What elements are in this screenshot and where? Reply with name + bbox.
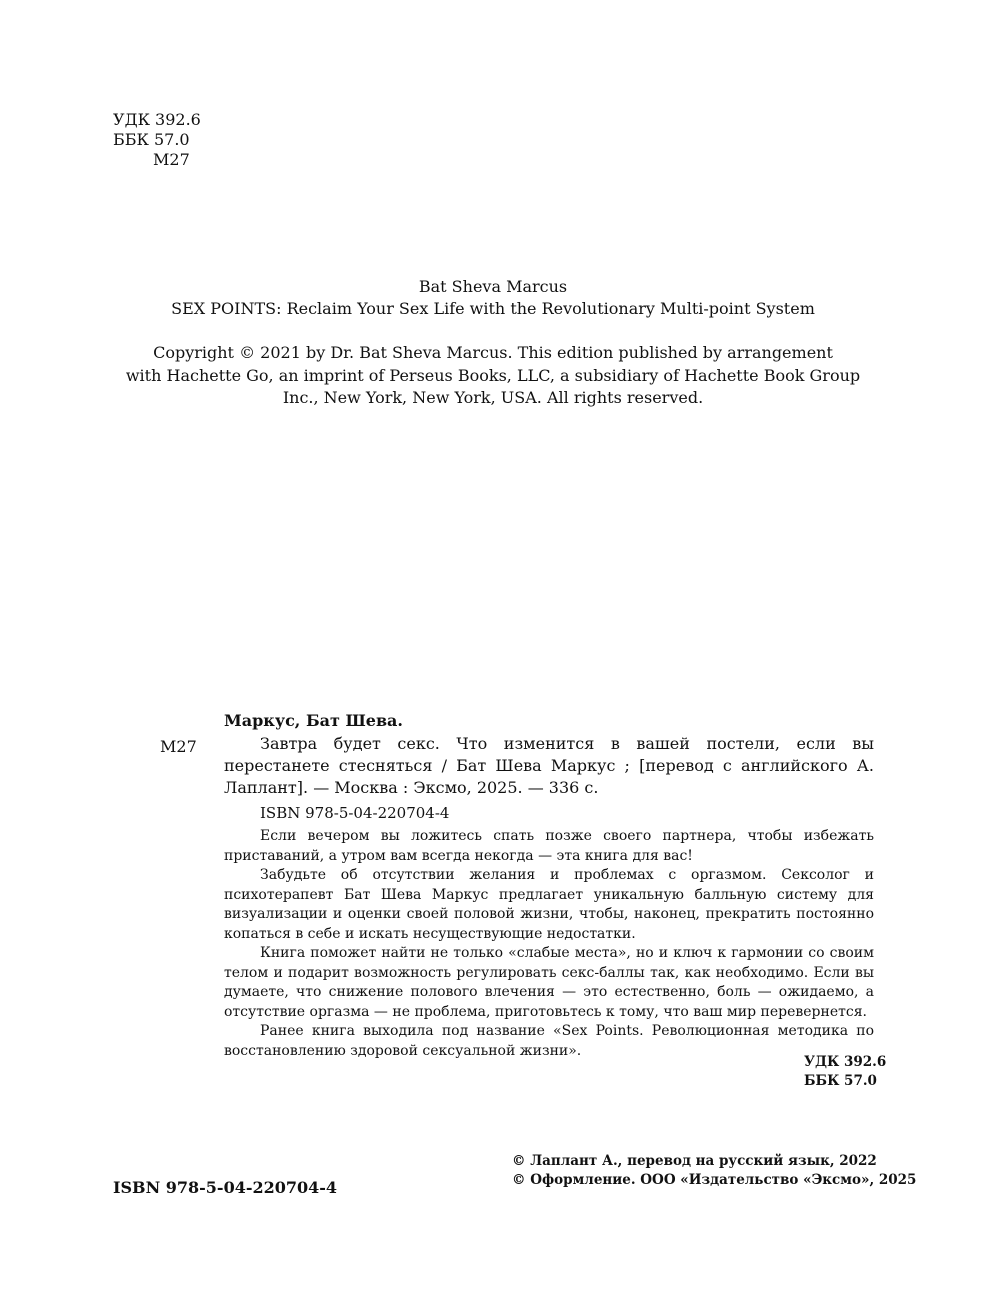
bottom-classification-codes (804, 1053, 886, 1091)
isbn: ISBN 978-5-04-220704-4 (113, 1178, 338, 1197)
bibliographic-description (224, 733, 874, 799)
top-classification-codes (113, 110, 201, 170)
annotation-paragraph: Забудьте об отсутствии желания и проблемах с оргазмом. Сексолог и психотерапевт Бат Шева Маркус предлагает уникальную балльную систему для визуализации и оценки своей половой жизни, чтобы, наконец, прекратить постоянно копаться в себе и искать несуществующие недостатки. (224, 867, 874, 942)
author-sign: М27 (153, 150, 190, 169)
bbk-code: ББК 57.0 (804, 1073, 877, 1089)
bibliographic-author: Маркус, Бат Шева. (224, 711, 403, 730)
bbk-code: ББК 57.0 (113, 130, 190, 149)
copyright-line: Inc., New York, New York, USA. All rights reserved. (282, 388, 704, 407)
annotation (224, 827, 874, 1061)
annotation-paragraph: Книга поможет найти не только «слабые места», но и ключ к гармонии со своим телом и подарит возможность регулировать секс-баллы так, как необходимо. Если вы думаете, что снижение полового влечения — это естественно, боль — ожидаемо, а отсутствие оргазма — не проблема, приготовьтесь к тому, что ваш мир перевернется. (224, 945, 874, 1020)
copyright-line: with Hachette Go, an imprint of Perseus Books, LLC, a subsidiary of Hachette Book Group (125, 365, 861, 385)
bibliographic-isbn: ISBN 978-5-04-220704-4 (260, 804, 450, 822)
copyright-line: © Оформление. ООО «Издательство «Эксмо», 2025 (512, 1172, 917, 1188)
russian-copyrights (512, 1152, 916, 1190)
udk-code: УДК 392.6 (113, 110, 201, 129)
original-title: SEX POINTS: Reclaim Your Sex Life with the Revolutionary Multi-point System (171, 299, 815, 318)
original-author: Bat Sheva Marcus (418, 277, 568, 296)
udk-code: УДК 392.6 (804, 1054, 887, 1070)
annotation-paragraph: Ранее книга выходила под название «Sex Points. Революционная методика по восстановлению здоровой сексуальной жизни». (224, 1023, 874, 1059)
description-text: Завтра будет секс. Что изменится в вашей постели, если вы перестанете стесняться / Бат Шева Маркус ; [перевод с английского А. Лаплант]. — Москва : Эксмо, 2025. — 336 с. (224, 734, 874, 797)
copyright-line: © Лаплант А., перевод на русский язык, 2022 (512, 1153, 877, 1169)
bibliographic-author-sign: М27 (160, 737, 197, 756)
annotation-paragraph: Если вечером вы ложитесь спать позже своего партнера, чтобы избежать приставаний, а утром вам всегда некогда — эта книга для вас! (224, 828, 874, 864)
original-copyright (0, 342, 986, 410)
copyright-line: Copyright © 2021 by Dr. Bat Sheva Marcus. This edition published by arrangement (153, 343, 833, 362)
